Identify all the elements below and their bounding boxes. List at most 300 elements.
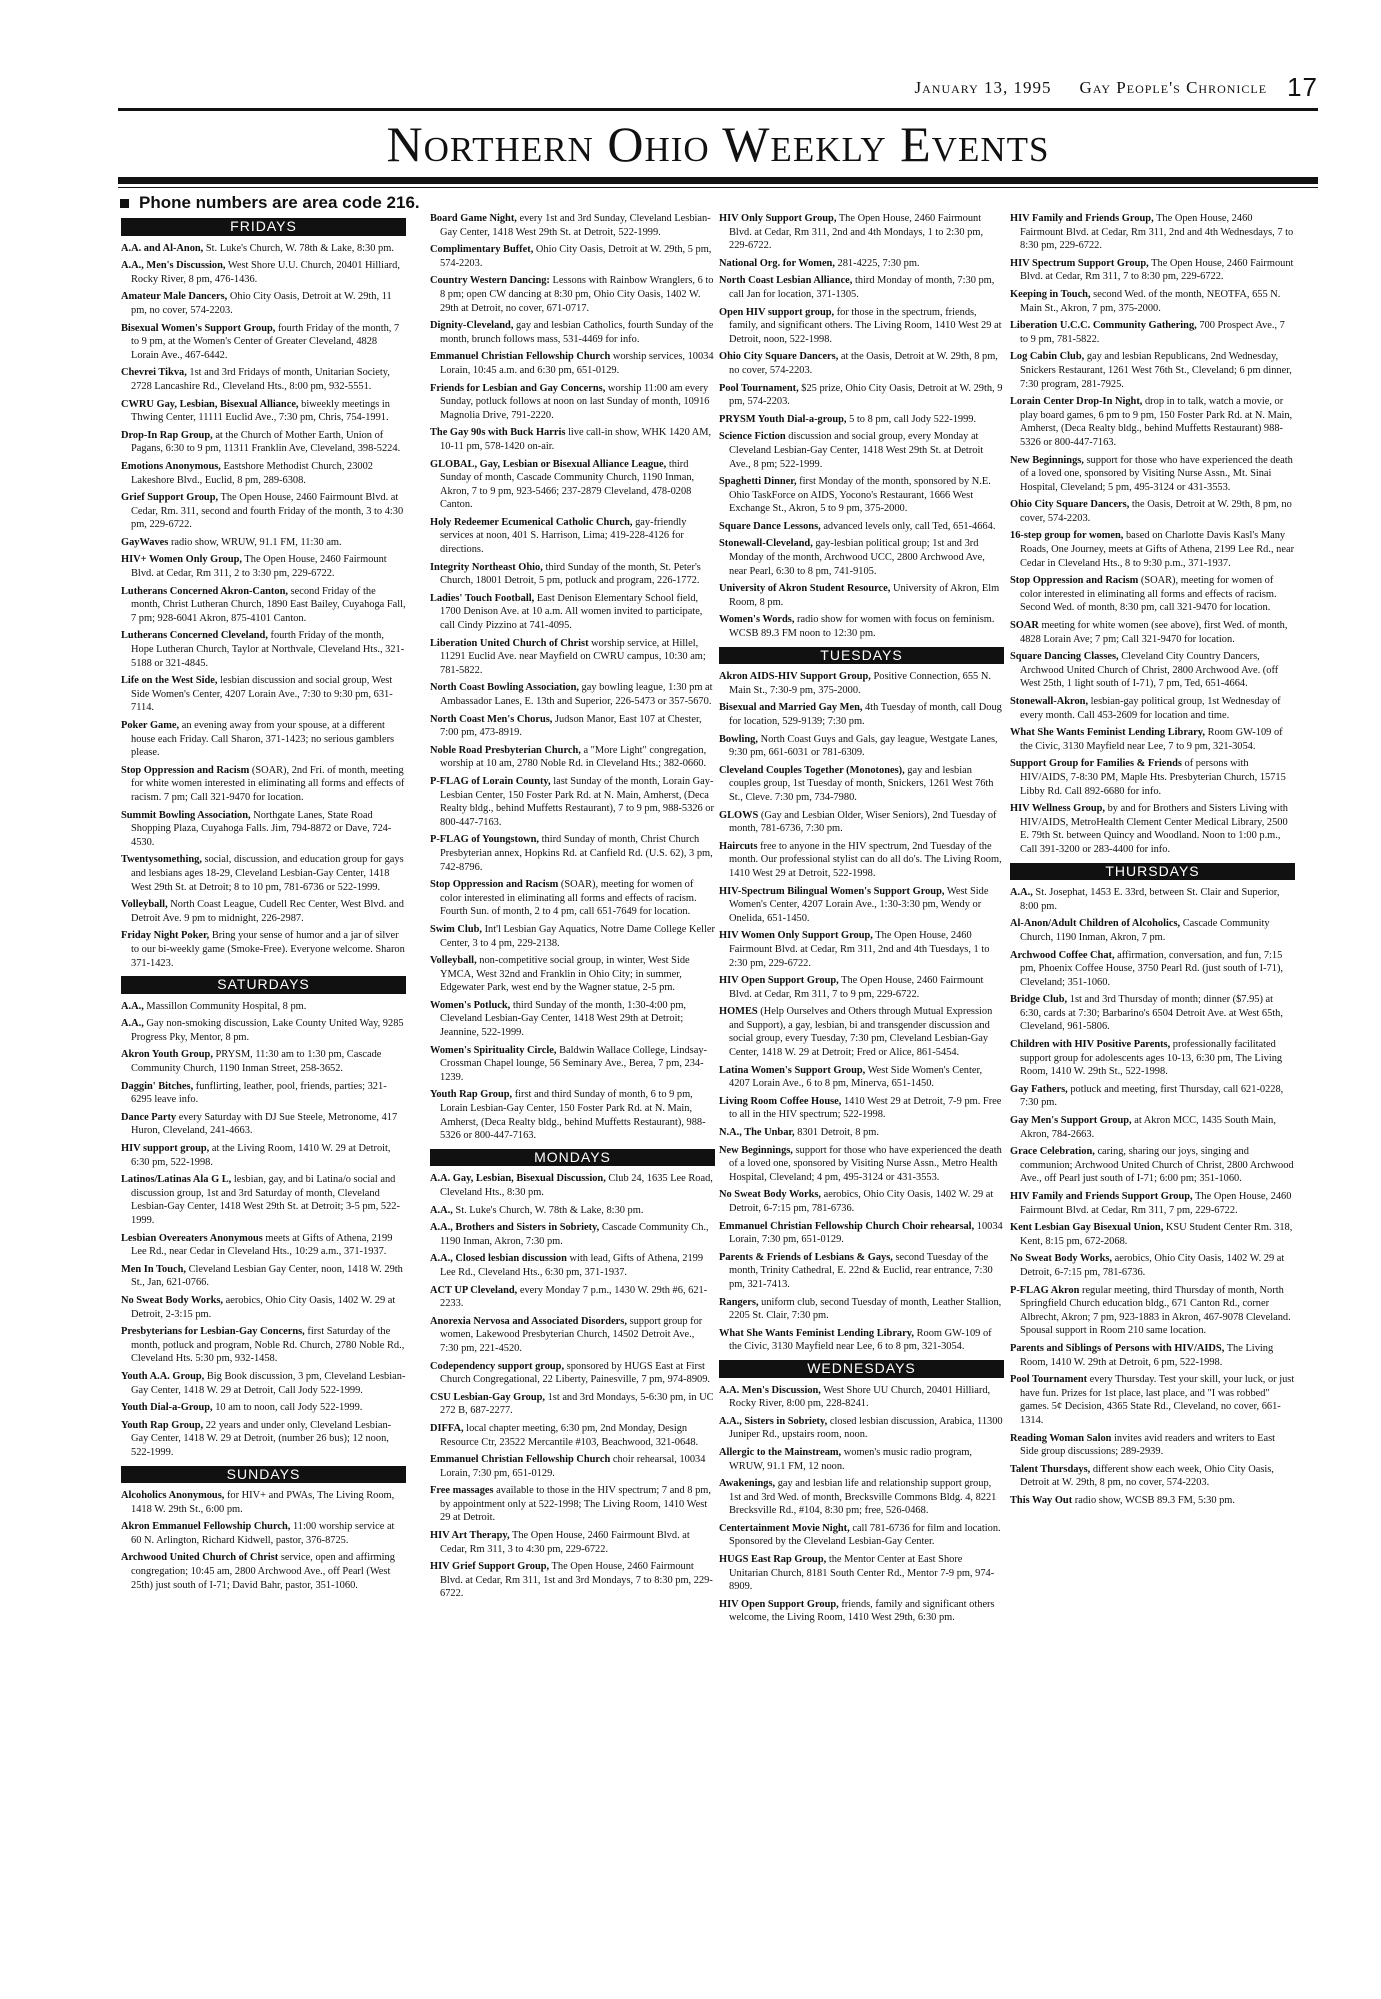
- event-details: Ohio City Oasis, Detroit at W. 29th, 5 pm, 574-2203.: [440, 244, 712, 269]
- event-details: 8301 Detroit, 8 pm.: [794, 1127, 879, 1139]
- event-details: the Mentor Center at East Shore Unitarian Church, 8181 South Center Rd., Mentor 7-9 pm, 974-8909.: [729, 1554, 995, 1593]
- event-details: radio show, WRUW, 91.1 FM, 11:30 am.: [168, 536, 342, 548]
- event-details: Cleveland Lesbian Gay Center, noon, 1418 W. 29th St., Jan, 621-0766.: [131, 1263, 403, 1289]
- event-details: choir rehearsal, 10034 Lorain, 7:30 pm, 651-0129.: [440, 1454, 706, 1479]
- event-name: P-FLAG Akron: [1010, 1284, 1080, 1296]
- event-details: aerobics, Ohio City Oasis, 1402 W. 29 at Detroit, 6-7:15 pm, 781-6736.: [1020, 1253, 1285, 1278]
- event-details: lesbian discussion and social group, West Side Women's Center, 4207 Lorain Ave., 7:30 to 9:30 pm, 631-7114.: [131, 675, 393, 714]
- day-section-header: TUESDAYS: [719, 647, 1004, 665]
- event-listing: [430, 744, 715, 771]
- event-listing: [1010, 319, 1295, 346]
- event-listing: [719, 520, 1004, 534]
- event-name: HIV support group,: [121, 1143, 210, 1155]
- event-details: closed lesbian discussion, Arabica, 11300 Juniper Rd., upstairs room, noon.: [729, 1415, 1003, 1441]
- event-name: GayWaves: [121, 536, 169, 548]
- event-details: The Open House, 2460 Fairmount Blvd. at Cedar, Rm 311, 2 to 3:30 pm, 229-6722.: [131, 554, 387, 580]
- event-listing: [1010, 212, 1295, 253]
- day-section-header: MONDAYS: [430, 1149, 715, 1167]
- event-details: at the Oasis, Detroit at W. 29th, 8 pm, no cover, 574-2203.: [729, 351, 998, 376]
- event-listing: [1010, 1342, 1295, 1369]
- event-details: Eastshore Methodist Church, 23002 Lakeshore Blvd., Euclid, 8 pm, 289-6308.: [131, 460, 373, 486]
- event-details: Big Book discussion, 3 pm, Cleveland Lesbian-Gay Center, 1418 W. 29 at Detroit, Call Jody 522-1999.: [131, 1370, 406, 1396]
- event-name: Emmanuel Christian Fellowship Church Choir rehearsal,: [719, 1220, 975, 1232]
- event-details: gay and lesbian Republicans, 2nd Wednesday, Snickers Restaurant, 1261 West 76th St., Cleveland; 6 pm dinner, 7:30 program, 281-7925.: [1020, 351, 1292, 390]
- event-details: 1st and 3rd Fridays of month, Unitarian Society, 2728 Lancashire Rd., Cleveland Hts., 8:00 pm, 932-5551.: [131, 367, 390, 392]
- event-details: friends, family and significant others welcome, the Living Room, 1410 West 29th, 6:30 pm.: [729, 1598, 995, 1624]
- event-details: (Help Ourselves and Others through Mutual Expression and Support), a gay, lesbian, bi and transgender discussion and social group, every Tuesday, 7:30 pm, Cleveland Lesbian-Gay Center, 1418 W. 29 at Detroit; Fred or Alice, 861-5454.: [729, 1006, 993, 1059]
- event-details: Club 24, 1635 Lee Road, Cleveland Hts., 8:30 pm.: [440, 1173, 713, 1198]
- event-listing: [719, 537, 1004, 578]
- event-name: Swim Club,: [430, 923, 482, 935]
- event-name: A.A. and Al-Anon,: [121, 242, 204, 254]
- event-name: HIV Open Support Group,: [719, 975, 839, 987]
- event-listing: [719, 582, 1004, 609]
- event-listing: [1010, 650, 1295, 691]
- event-listing: [430, 775, 715, 829]
- event-listing: [719, 764, 1004, 805]
- event-details: local chapter meeting, 6:30 pm, 2nd Monday, Design Resource Ctr, 23522 Mercantile #103, Beachwood, 321-0648.: [440, 1422, 699, 1448]
- event-listing: [719, 1188, 1004, 1215]
- event-name: HIV Grief Support Group,: [430, 1561, 550, 1573]
- event-name: National Org. for Women,: [719, 257, 835, 269]
- event-listing: [719, 974, 1004, 1001]
- event-listing: [121, 322, 406, 363]
- event-listing: [1010, 1083, 1295, 1110]
- event-name: Rangers,: [719, 1296, 759, 1308]
- event-name: Ladies' Touch Football,: [430, 592, 535, 604]
- event-listing: [1010, 1252, 1295, 1279]
- event-name: Men In Touch,: [121, 1263, 186, 1275]
- event-details: (Gay and Lesbian Older, Wiser Seniors), 2nd Tuesday of month, 781-6736, 7:30 pm.: [729, 809, 997, 835]
- event-name: Parents and Siblings of Persons with HIV/AIDS,: [1010, 1342, 1225, 1354]
- event-details: radio show for women with focus on feminism. WCSB 89.3 FM noon to 12:30 pm.: [729, 614, 995, 640]
- event-listing: [121, 259, 406, 286]
- event-details: sponsored by HUGS East at First Church Congregational, 22 Liberty, Painesville, 7 pm, 974-8909.: [440, 1360, 711, 1386]
- event-listing: [121, 460, 406, 487]
- event-name: Dignity-Cleveland,: [430, 320, 514, 332]
- day-section-header: WEDNESDAYS: [719, 1360, 1004, 1378]
- event-listing: [121, 1048, 406, 1075]
- event-details: fourth Friday of the month, Hope Lutheran Church, Taylor at Northvale, Cleveland Hts., 321-5188 or 321-4845.: [131, 630, 405, 669]
- event-listing: [121, 1401, 406, 1415]
- event-details: affirmation, conversation, and fun, 7:15 pm, Phoenix Coffee House, 3750 Pearl Rd. (just south of I-71), Cleveland; 351-1060.: [1020, 949, 1284, 988]
- event-details: North Coast League, Cudell Rec Center, West Blvd. and Detroit Ave. 9 pm to midnight, 226-2987.: [131, 899, 405, 924]
- event-name: Youth A.A. Group,: [121, 1370, 205, 1382]
- event-listing: [121, 929, 406, 970]
- event-details: of persons with HIV/AIDS, 7-8:30 PM, Maple Hts. Presbyterian Church, 15715 Libby Rd. Call 892-6680 for info.: [1020, 758, 1286, 797]
- event-name: Chevrei Tikva,: [121, 367, 187, 379]
- day-section-header: SATURDAYS: [121, 976, 406, 994]
- event-name: Country Western Dancing:: [430, 275, 550, 287]
- event-listing: [430, 592, 715, 633]
- header-paper-name: Gay People's Chronicle: [1079, 78, 1268, 97]
- event-listing: [719, 670, 1004, 697]
- event-listing: [1010, 1284, 1295, 1338]
- event-listing: [1010, 1463, 1295, 1490]
- event-name: Life on the West Side,: [121, 675, 218, 687]
- event-listing: [1010, 288, 1295, 315]
- event-name: Alcoholics Anonymous,: [121, 1490, 225, 1502]
- event-listing: [719, 1553, 1004, 1594]
- event-details: regular meeting, third Thursday of month, North Springfield Church education bldg., 671 Canton Rd., corner Albrecht, Akron; 7 pm, 923-1883 in Akron, 467-9078 Cleveland. Spousal support in Room 210 same location.: [1020, 1284, 1291, 1337]
- event-listing: [430, 1560, 715, 1601]
- event-listing: [719, 1477, 1004, 1518]
- event-name: Board Game Night,: [430, 213, 517, 224]
- day-section-header: FRIDAYS: [121, 218, 406, 236]
- event-name: HIV Open Support Group,: [719, 1598, 839, 1610]
- event-listing: [430, 954, 715, 995]
- event-details: funflirting, leather, pool, friends, parties; 321-6295 leave info.: [131, 1080, 387, 1106]
- event-name: Presbyterians for Lesbian-Gay Concerns,: [121, 1326, 305, 1338]
- event-listing: [121, 764, 406, 805]
- event-details: The Open House, 2460 Fairmount Blvd. at Cedar, Rm 311, 2nd and 4th Tuesdays, 1 to 2:30 pm, 229-6722.: [729, 930, 990, 969]
- event-listing: [121, 1294, 406, 1321]
- title-rule-thick: [118, 177, 1318, 184]
- event-name: Ohio City Square Dancers,: [1010, 499, 1130, 511]
- event-name: CWRU Gay, Lesbian, Bisexual Alliance,: [121, 398, 299, 410]
- event-listing: [121, 429, 406, 456]
- event-details: The Open House, 2460 Fairmount Blvd. at Cedar, Rm. 311, second and fourth Friday of the month, 3 to 4:30 pm, 229-6722.: [131, 492, 404, 531]
- event-listing: [121, 242, 406, 256]
- event-name: Dance Party: [121, 1111, 177, 1123]
- event-details: with lead, Gifts of Athena, 2199 Lee Rd., Cleveland Hts., 6:30 pm, 371-1937.: [440, 1253, 704, 1278]
- column-2: [430, 212, 715, 1605]
- event-listing: [1010, 498, 1295, 525]
- event-name: Archwood United Church of Christ: [121, 1552, 279, 1564]
- event-listing: [1010, 1190, 1295, 1217]
- event-name: Emmanuel Christian Fellowship Church: [430, 351, 611, 363]
- event-details: PRYSM, 11:30 am to 1:30 pm, Cascade Community Church, 1190 Inman Street, 258-3652.: [131, 1049, 382, 1075]
- event-listing: [430, 319, 715, 346]
- event-details: KSU Student Center Rm. 318, Kent, 8:15 pm, 672-2068.: [1020, 1222, 1293, 1247]
- event-name: University of Akron Student Resource,: [719, 583, 891, 595]
- event-name: The Gay 90s with Buck Harris: [430, 427, 566, 439]
- event-name: Daggin' Bitches,: [121, 1080, 194, 1092]
- event-name: P-FLAG of Youngstown,: [430, 834, 540, 846]
- event-details: The Open House, 2460 Fairmount Blvd. at Cedar, Rm 311, 1st and 3rd Mondays, 7 to 8:30 pm, 229-6722.: [440, 1561, 713, 1600]
- event-name: GLOWS: [719, 809, 759, 821]
- event-listing: [430, 1221, 715, 1248]
- event-listing: [121, 898, 406, 925]
- event-details: Northgate Lanes, State Road Shopping Plaza, Cuyahoga Falls. Jim, 794-8872 or Dave, 724-4530.: [131, 809, 392, 848]
- event-name: A.A. Gay, Lesbian, Bisexual Discussion,: [430, 1173, 606, 1185]
- event-details: fourth Friday of the month, 7 to 9 pm, at the Women's Center of Greater Cleveland, 4828 Lorain Ave., 467-6442.: [131, 322, 400, 361]
- event-details: 10 am to noon, call Jody 522-1999.: [212, 1402, 363, 1414]
- event-name: Amateur Male Dancers,: [121, 291, 228, 303]
- event-name: What She Wants Feminist Lending Library,: [719, 1327, 914, 1339]
- event-details: uniform club, second Tuesday of month, Leather Stallion, 2205 St. Clair, 7:30 pm.: [729, 1296, 1002, 1322]
- event-details: free to anyone in the HIV spectrum, 2nd Tuesday of the month. Our professional stylist can do all do's. The Living Room, 1410 West 29 at Detroit, 522-1998.: [729, 840, 1002, 879]
- event-listing: [1010, 619, 1295, 646]
- event-name: Lorain Center Drop-In Night,: [1010, 396, 1143, 408]
- event-details: professionally facilitated support group for adolescents ages 10-13, 6:30 pm, The Living Room, 1410 W. 29th St., 522-1998.: [1020, 1039, 1283, 1078]
- event-name: HIV Only Support Group,: [719, 213, 837, 224]
- event-details: The Open House, 2460 Fairmount Blvd. at Cedar, Rm 311, 7 pm, 229-6722.: [1020, 1191, 1292, 1216]
- event-name: Grace Celebration,: [1010, 1146, 1095, 1158]
- event-details: by and for Brothers and Sisters Living with HIV/AIDS, MetroHealth Clement Center Medical Library, 2500 E. 79th St. between Quincy and Woodland. Noon to 1:00 p.m., Call 391-3200 or 283-4400 for info.: [1020, 803, 1288, 855]
- event-details: (SOAR), meeting for women of color interested in eliminating all forms and effects of racism. Fourth Sun. of month, 2 to 4 pm, call 651-7649 for location.: [440, 879, 697, 918]
- event-name: Stonewall-Akron,: [1010, 696, 1089, 707]
- event-name: CSU Lesbian-Gay Group,: [430, 1391, 545, 1403]
- event-listing: [719, 1384, 1004, 1411]
- event-details: at the Living Room, 1410 W. 29 at Detroit, 6:30 pm, 522-1998.: [131, 1143, 391, 1168]
- event-listing: [121, 1370, 406, 1397]
- event-details: every Saturday with DJ Sue Steele, Metronome, 417 Huron, Cleveland, 241-4663.: [131, 1111, 398, 1137]
- event-details: worship service, at Hillel, 11291 Euclid Ave. near Mayfield on CWRU campus, 10:30 am; 781-5822.: [440, 637, 706, 676]
- event-name: Lesbian Overeaters Anonymous: [121, 1232, 263, 1244]
- event-name: HIV Family and Friends Support Group,: [1010, 1191, 1193, 1202]
- event-details: gay-friendly services at noon, 401 S. Harrison, Lima; 419-228-4126 for directions.: [440, 516, 687, 556]
- event-listing: [121, 1000, 406, 1014]
- event-listing: [719, 1064, 1004, 1091]
- event-details: $25 prize, Ohio City Oasis, Detroit at W. 29th, 9 pm, 574-2203.: [729, 382, 1003, 408]
- event-name: Living Room Coffee House,: [719, 1095, 842, 1107]
- event-details: advanced levels only, call Ted, 651-4664.: [820, 520, 996, 532]
- event-details: a "More Light" congregation, worship at 10 am, 2780 Noble Rd. in Cleveland Hts.; 382-0660.: [440, 744, 707, 770]
- event-name: Ohio City Square Dancers,: [719, 351, 839, 363]
- event-details: Int'l Lesbian Gay Aquatics, Notre Dame College Keller Center, 3 to 4 pm, 229-2138.: [440, 923, 715, 949]
- event-listing: [1010, 574, 1295, 615]
- event-listing: [121, 536, 406, 550]
- event-details: first Monday of the month, sponsored by N.E. Ohio TaskForce on AIDS, Yocono's Restaurant, 1666 West Exchange St., Akron, 5 to 9 pm, 375-2000.: [729, 476, 991, 515]
- event-name: Talent Thursdays,: [1010, 1463, 1091, 1475]
- event-details: every Thursday. Test your skill, your luck, or just have fun. Prizes for 1st place, last place, and "I was robbed" games. 5¢ Decision, 4365 State Rd., Cleveland, no cover, 661-1314.: [1020, 1374, 1295, 1426]
- event-name: New Beginnings,: [719, 1144, 793, 1156]
- event-details: The Living Room, 1410 W. 29th at Detroit, 6 pm, 522-1998.: [1020, 1342, 1274, 1368]
- event-listing: [430, 1088, 715, 1142]
- event-details: Gay non-smoking discussion, Lake County United Way, 9285 Progress Pky, Mentor, 8 pm.: [131, 1018, 404, 1043]
- event-listing: [719, 929, 1004, 970]
- event-listing: [719, 840, 1004, 881]
- event-name: Stop Oppression and Racism: [1010, 575, 1139, 587]
- event-name: Gay Men's Support Group,: [1010, 1115, 1132, 1127]
- event-details: Ohio City Oasis, Detroit at W. 29th, 11 pm, no cover, 574-2203.: [131, 291, 392, 316]
- event-details: first Saturday of the month, potluck and program, Noble Rd. Church, 2780 Noble Rd., Cleveland Hts. 5:30 pm, 932-1458.: [131, 1326, 405, 1365]
- event-listing: [719, 350, 1004, 377]
- event-details: first and third Sunday of month, 6 to 9 pm, Lorain Lesbian-Gay Center, 150 Foster Park Rd. at N. Main, Amherst, (Deca Realty bldg., behind Muffetts Restaurant), 988-5326 or 800-447-7163.: [440, 1089, 706, 1142]
- event-name: Awakenings,: [719, 1478, 776, 1490]
- event-name: Centertainment Movie Night,: [719, 1522, 850, 1534]
- event-name: PRYSM Youth Dial-a-group,: [719, 413, 847, 425]
- event-listing: [719, 274, 1004, 301]
- event-details: 281-4225, 7:30 pm.: [834, 257, 920, 269]
- event-name: Keeping in Touch,: [1010, 288, 1091, 300]
- event-name: Bridge Club,: [1010, 994, 1068, 1006]
- event-listing: [430, 637, 715, 678]
- event-listing: [121, 853, 406, 894]
- event-details: 10034 Lorain, 7:30 pm, 651-0129.: [729, 1220, 1003, 1246]
- phone-note-text: Phone numbers are area code 216.: [139, 193, 420, 212]
- event-details: Room GW-109 of the Civic, 3130 Mayfield near Lee, 6 to 8 pm, 321-3054.: [729, 1327, 992, 1353]
- event-details: Judson Manor, East 107 at Chester, 7:00 pm, 473-8919.: [440, 713, 702, 739]
- event-name: HOMES: [719, 1006, 758, 1018]
- event-listing: [121, 585, 406, 626]
- event-details: different show each week, Ohio City Oasis, Detroit at W. 29th, 8 pm, no cover, 574-2203.: [1020, 1463, 1274, 1489]
- event-listing: [719, 701, 1004, 728]
- event-listing: [719, 885, 1004, 926]
- event-listing: [430, 999, 715, 1040]
- event-details: aerobics, Ohio City Oasis, 1402 W. 29 at Detroit, 2-3:15 pm.: [131, 1294, 396, 1320]
- event-listing: [121, 1419, 406, 1460]
- event-listing: [1010, 350, 1295, 391]
- event-listing: [121, 1017, 406, 1044]
- event-details: live call-in show, WHK 1420 AM, 10-11 pm, 578-1420 on-air.: [440, 427, 712, 452]
- event-name: GLOBAL, Gay, Lesbian or Bisexual Alliance League,: [430, 458, 667, 470]
- event-name: Akron AIDS-HIV Support Group,: [719, 671, 871, 683]
- event-listing: [1010, 917, 1295, 944]
- event-name: No Sweat Body Works,: [121, 1294, 223, 1306]
- event-name: A.A. Men's Discussion,: [719, 1384, 821, 1396]
- event-listing: [1010, 1038, 1295, 1079]
- event-details: Bring your sense of humor and a jar of silver to our bi-weekly game (Smoke-Free). Everyone welcome. Sharon 371-1423.: [131, 930, 405, 969]
- event-listing: [430, 833, 715, 874]
- event-listing: [430, 1172, 715, 1199]
- event-listing: [1010, 1432, 1295, 1459]
- event-name: No Sweat Body Works,: [1010, 1253, 1112, 1265]
- event-listing: [121, 809, 406, 850]
- event-details: second Friday of the month, Christ Lutheran Church, 1890 East Bailey, Cuyahoga Fall, 7 pm; 928-6041 Akron, 875-4101 Canton.: [131, 585, 406, 624]
- event-details: gay-lesbian political group; 1st and 3rd Monday of the month, Archwood UCC, 2800 Archwood Ave, near Pearl, 6:30 to 8 pm, 741-9105.: [729, 538, 985, 577]
- event-name: ACT UP Cleveland,: [430, 1284, 518, 1296]
- event-name: Bisexual Women's Support Group,: [121, 322, 276, 334]
- event-listing: [430, 713, 715, 740]
- event-listing: [430, 1284, 715, 1311]
- event-listing: [430, 274, 715, 315]
- event-listing: [121, 398, 406, 425]
- event-listing: [719, 306, 1004, 347]
- event-details: Massillon Community Hospital, 8 pm.: [143, 1000, 307, 1012]
- event-name: This Way Out: [1010, 1494, 1073, 1506]
- event-listing: [430, 1315, 715, 1356]
- event-name: Stop Oppression and Racism: [430, 879, 559, 891]
- event-name: Spaghetti Dinner,: [719, 476, 797, 488]
- event-listing: [1010, 726, 1295, 753]
- event-listing: [430, 1484, 715, 1525]
- event-listing: [719, 1296, 1004, 1323]
- event-details: third Monday of month, 7:30 pm, call Jan for location, 371-1305.: [729, 275, 995, 300]
- event-name: North Coast Men's Chorus,: [430, 713, 553, 725]
- event-listing: [719, 1327, 1004, 1354]
- event-details: support for those who have experienced the death of a loved one, sponsored by Visiting Nurse Assn., Mt. Sinai Hospital, Cleveland; 5 pm, 495-3124 or 431-3553.: [1020, 454, 1293, 493]
- event-listing: [121, 1232, 406, 1259]
- event-name: Liberation U.C.C. Community Gathering,: [1010, 320, 1197, 332]
- event-details: worship services, 10034 Lorain, 10:45 a.m. and 6:30 pm, 651-0129.: [440, 351, 714, 376]
- event-details: The Open House, 2460 Fairmount Blvd. at Cedar, Rm 311, 7 to 8:30 pm, 229-6722.: [1020, 257, 1294, 283]
- running-header: [118, 72, 1318, 103]
- column-3: [719, 212, 1004, 1629]
- event-name: Haircuts: [719, 840, 758, 852]
- event-details: The Open House, 2460 Fairmount Blvd. at Cedar, Rm 311, 3 to 4:30 pm, 229-6722.: [440, 1530, 690, 1555]
- event-details: Cleveland City Country Dancers, Archwood United Church of Christ, 2800 Archwood Ave. (off West 25th, 1 light south of I-71), 7 pm, Ted, 651-4664.: [1020, 651, 1279, 690]
- event-name: Liberation United Church of Christ: [430, 637, 589, 649]
- event-listing: [1010, 1494, 1295, 1508]
- event-details: lesbian, gay, and bi Latina/o social and discussion group, 1st and 3rd Saturday of month, Cleveland Lesbian-Gay Center, 1418 West 29th St. at Detroit; 3-5 pm, 522-1999.: [131, 1174, 400, 1226]
- event-listing: [1010, 695, 1295, 722]
- event-listing: [719, 212, 1004, 253]
- event-name: Gay Fathers,: [1010, 1083, 1068, 1095]
- event-name: Open HIV support group,: [719, 306, 835, 318]
- event-name: Friday Night Poker,: [121, 930, 210, 942]
- event-listing: [1010, 757, 1295, 798]
- event-name: HIV-Spectrum Bilingual Women's Support Group,: [719, 885, 945, 897]
- event-name: Emmanuel Christian Fellowship Church: [430, 1454, 611, 1466]
- event-name: Al-Anon/Adult Children of Alcoholics,: [1010, 918, 1181, 930]
- event-details: call 781-6736 for film and location. Sponsored by the Cleveland Lesbian-Gay Center.: [729, 1522, 1001, 1548]
- event-name: DIFFA,: [430, 1422, 464, 1434]
- event-name: Codependency support group,: [430, 1360, 565, 1372]
- event-details: non-competitive social group, in winter, West Side YMCA, West 32nd and Franklin in Ohio City; in summer, Edgewater Park, west end by the Wagner statue, 2-5 pm.: [440, 955, 690, 994]
- event-listing: [719, 1220, 1004, 1247]
- event-name: Youth Rap Group,: [430, 1089, 513, 1101]
- event-name: HIV Women Only Support Group,: [719, 930, 873, 942]
- event-listing: [430, 1453, 715, 1480]
- event-name: Youth Rap Group,: [121, 1419, 204, 1431]
- event-details: gay bowling league, 1:30 pm at Ambassador Lanes, E. 13th and Superior, 226-5473 or 357-5670.: [440, 682, 713, 707]
- event-listing: [430, 1529, 715, 1556]
- event-listing: [430, 681, 715, 708]
- phone-note: [120, 193, 420, 213]
- event-details: The Open House, 2460 Fairmount Blvd. at Cedar, Rm 311, 2nd and 4th Wednesdays, 7 to 8:30 pm, 229-6722.: [1020, 213, 1294, 252]
- event-name: N.A., The Unbar,: [719, 1127, 795, 1139]
- event-listing: [430, 1204, 715, 1218]
- event-details: caring, sharing our joys, singing and communion; Archwood United Church of Christ, 2800 Archwood Ave., off Pearl just south of I-71; 6:00 pm; 351-1060.: [1020, 1146, 1294, 1185]
- event-name: A.A.,: [121, 1018, 144, 1030]
- event-details: 4th Tuesday of month, call Doug for location, 529-9139; 7:30 pm.: [729, 702, 1002, 727]
- event-listing: [719, 430, 1004, 471]
- event-listing: [719, 1144, 1004, 1185]
- event-name: Holy Redeemer Ecumenical Catholic Church,: [430, 516, 633, 528]
- bullet-icon: [120, 199, 129, 208]
- event-listing: [121, 290, 406, 317]
- event-listing: [719, 613, 1004, 640]
- event-listing: [121, 491, 406, 532]
- event-details: lesbian-gay political group, 1st Wednesday of every month. Call 453-2609 for location and time.: [1020, 696, 1281, 721]
- event-name: Anorexia Nervosa and Associated Disorders,: [430, 1315, 627, 1327]
- event-listing: [430, 1044, 715, 1085]
- event-listing: [430, 243, 715, 270]
- event-name: A.A., Sisters in Sobriety,: [719, 1415, 828, 1427]
- event-name: Bisexual and Married Gay Men,: [719, 702, 863, 714]
- event-listing: [121, 1520, 406, 1547]
- page-title: Northern Ohio Weekly Events: [386, 116, 1050, 172]
- event-name: Drop-In Rap Group,: [121, 429, 213, 441]
- event-listing: [719, 1598, 1004, 1625]
- event-name: Lutherans Concerned Akron-Canton,: [121, 585, 288, 597]
- event-details: second Tuesday of the month, Trinity Cathedral, E. 22nd & Euclid, rear entrance, 7:30 pm, 321-7413.: [729, 1251, 993, 1290]
- event-details: St. Luke's Church, W. 78th & Lake, 8:30 pm.: [203, 242, 394, 254]
- event-details: every Monday 7 p.m., 1430 W. 29th #6, 621-2233.: [440, 1284, 708, 1310]
- event-details: aerobics, Ohio City Oasis, 1402 W. 29 at Detroit, 6-7:15 pm, 781-6736.: [729, 1189, 994, 1214]
- event-listing: [719, 257, 1004, 271]
- event-listing: [430, 1422, 715, 1449]
- event-name: Youth Dial-a-Group,: [121, 1402, 213, 1414]
- event-name: A.A.,: [430, 1204, 453, 1216]
- event-name: HIV+ Women Only Group,: [121, 554, 243, 566]
- event-details: third Sunday of the month, St. Peter's Church, 18001 Detroit, 5 pm, potluck and program, 226-1772.: [440, 561, 701, 587]
- event-listing: [121, 674, 406, 715]
- event-name: Allergic to the Mainstream,: [719, 1446, 842, 1458]
- event-name: Women's Potluck,: [430, 999, 511, 1011]
- event-listing: [430, 382, 715, 423]
- event-listing: [719, 1446, 1004, 1473]
- event-listing: [121, 1080, 406, 1107]
- event-details: discussion and social group, every Monday at Cleveland Lesbian-Gay Center, 1418 West 29th St. at Detroit Ave., 8 pm; 522-1999.: [729, 431, 984, 470]
- event-details: gay and lesbian couples group, 1st Tuesday of month, Snickers, 1261 West 76th St., Cleve. 7:30 pm, 734-7980.: [729, 764, 994, 803]
- event-listing: [430, 1391, 715, 1418]
- event-details: West Side Women's Center, 4207 Lorain Ave., 1:30-3:30 pm, Wendy or Onelida, 651-1450.: [729, 885, 989, 924]
- title-rule-thin: [118, 187, 1318, 188]
- event-details: gay and lesbian Catholics, fourth Sunday of the month, brunch follows mass, 531-4469 for info.: [440, 320, 714, 345]
